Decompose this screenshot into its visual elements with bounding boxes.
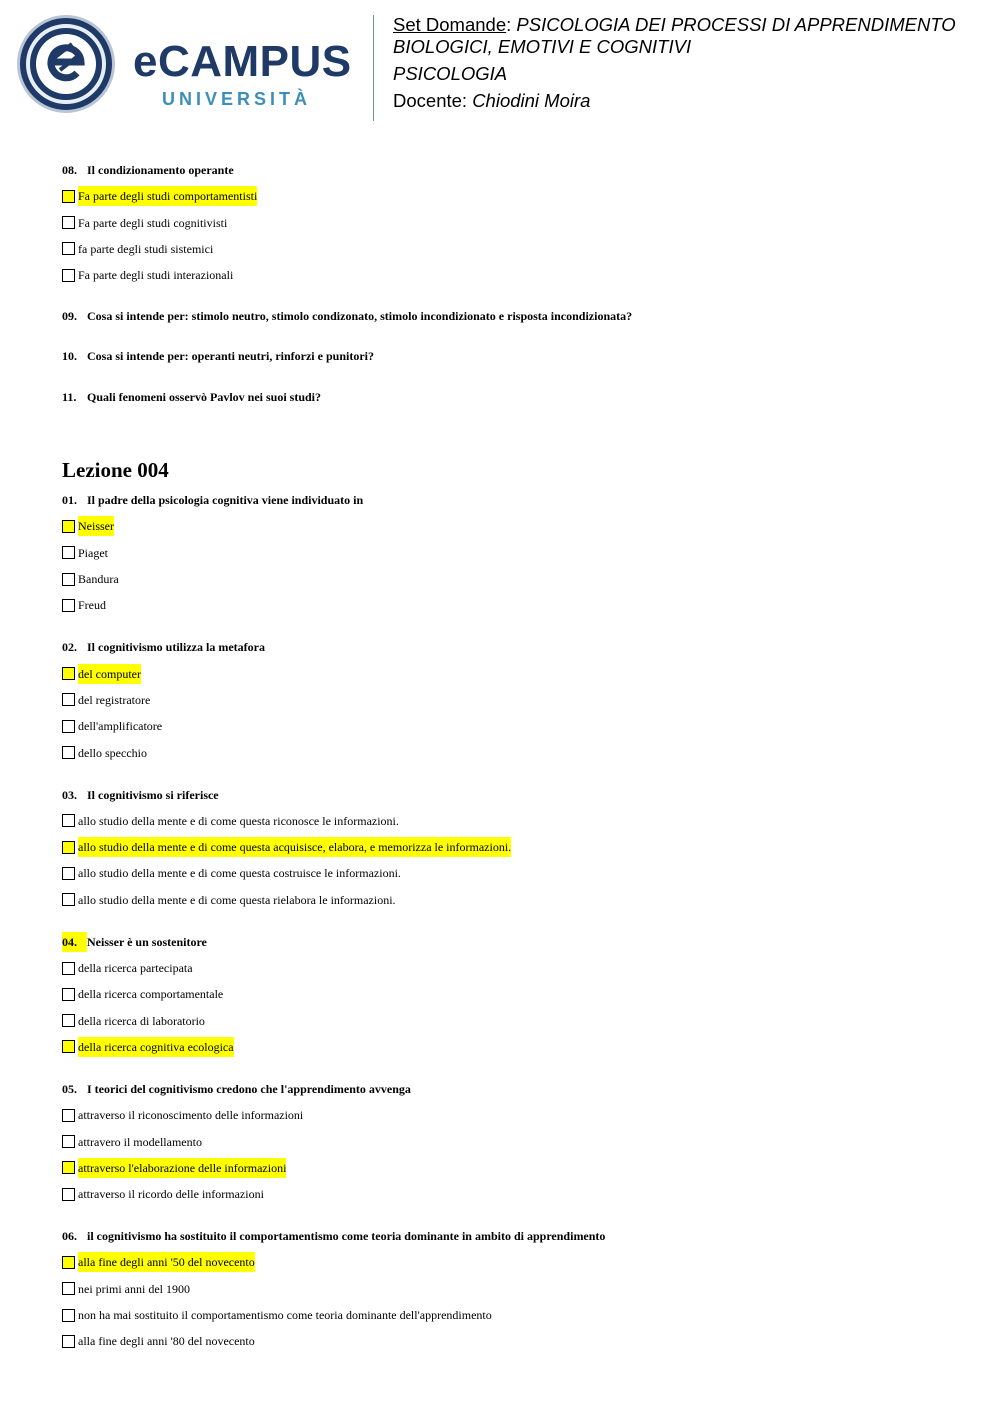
document-header bbox=[0, 0, 1000, 125]
answer-option[interactable]: dello specchio bbox=[62, 743, 962, 763]
checkbox[interactable] bbox=[62, 1256, 75, 1269]
checkbox[interactable] bbox=[62, 667, 75, 680]
answer-option[interactable]: attraverso l'elaborazione delle informazioni bbox=[62, 1158, 962, 1178]
question-02: 02. Il cognitivismo utilizza la metafora bbox=[62, 640, 265, 655]
answer-option[interactable]: Neisser bbox=[62, 516, 962, 536]
checkbox[interactable] bbox=[62, 520, 75, 533]
answer-option[interactable]: allo studio della mente e di come questa riconosce le informazioni. bbox=[62, 811, 962, 831]
answer-option[interactable]: alla fine degli anni '50 del novecento bbox=[62, 1252, 962, 1272]
checkbox[interactable] bbox=[62, 1109, 75, 1122]
answer-option[interactable]: della ricerca comportamentale bbox=[62, 984, 962, 1004]
question-01: 01. Il padre della psicologia cognitiva viene individuato in bbox=[62, 493, 364, 508]
answer-option[interactable]: Piaget bbox=[62, 543, 962, 563]
checkbox[interactable] bbox=[62, 242, 75, 255]
checkbox[interactable] bbox=[62, 720, 75, 733]
answer-option[interactable]: nei primi anni del 1900 bbox=[62, 1279, 962, 1299]
answer-option[interactable]: del registratore bbox=[62, 690, 962, 710]
teacher-name: Chiodini Moira bbox=[472, 90, 591, 111]
answer-option[interactable]: Fa parte degli studi interazionali bbox=[62, 265, 962, 285]
checkbox[interactable] bbox=[62, 269, 75, 282]
checkbox[interactable] bbox=[62, 1161, 75, 1174]
course-title-line-2: BIOLOGICI, EMOTIVI E COGNITIVI bbox=[393, 36, 692, 57]
checkbox[interactable] bbox=[62, 1135, 75, 1148]
answer-option[interactable]: attraverso il ricordo delle informazioni bbox=[62, 1184, 962, 1204]
question-list bbox=[62, 160, 962, 1351]
logo-subtitle: UNIVERSITÀ bbox=[162, 89, 312, 109]
checkbox[interactable] bbox=[62, 1335, 75, 1348]
header-info: Set Domande: PSICOLOGIA DEI PROCESSI DI APPRENDIMENTO BIOLOGICI, EMOTIVI E COGNITIVI PSICOLOGIA Docente: Chiodini Moira bbox=[393, 14, 993, 112]
answer-option[interactable]: allo studio della mente e di come questa costruisce le informazioni. bbox=[62, 863, 962, 883]
answer-option[interactable]: attravero il modellamento bbox=[62, 1132, 962, 1152]
faculty: PSICOLOGIA bbox=[393, 63, 508, 84]
answer-option[interactable]: Freud bbox=[62, 595, 962, 615]
teacher-label: Docente: bbox=[393, 90, 468, 111]
question-10: 10. Cosa si intende per: operanti neutri, rinforzi e punitori? bbox=[62, 349, 374, 364]
course-title: PSICOLOGIA DEI PROCESSI DI APPRENDIMENTO bbox=[516, 14, 956, 35]
checkbox[interactable] bbox=[62, 893, 75, 906]
lesson-title: Lezione 004 bbox=[62, 458, 169, 483]
question-09: 09. Cosa si intende per: stimolo neutro, stimolo condizonato, stimolo incondizionato e risposta incondizionata? bbox=[62, 309, 633, 324]
answer-option[interactable]: Fa parte degli studi comportamentisti bbox=[62, 186, 962, 206]
answer-option[interactable]: allo studio della mente e di come questa acquisisce, elabora, e memorizza le informazioni. bbox=[62, 837, 962, 857]
checkbox[interactable] bbox=[62, 190, 75, 203]
answer-option[interactable]: del computer bbox=[62, 664, 962, 684]
header-divider bbox=[373, 15, 374, 121]
answer-option[interactable]: della ricerca di laboratorio bbox=[62, 1011, 962, 1031]
answer-option[interactable]: non ha mai sostituito il comportamentismo come teoria dominante dell'apprendimento bbox=[62, 1305, 962, 1325]
checkbox[interactable] bbox=[62, 746, 75, 759]
question-03: 03. Il cognitivismo si riferisce bbox=[62, 787, 219, 802]
question-04: 04. Neisser è un sostenitore bbox=[62, 932, 962, 952]
checkbox[interactable] bbox=[62, 988, 75, 1001]
answer-option[interactable]: alla fine degli anni '80 del novecento bbox=[62, 1331, 962, 1351]
logo-wordmark: eCAMPUS bbox=[133, 37, 352, 86]
answer-option[interactable]: attraverso il riconoscimento delle informazioni bbox=[62, 1105, 962, 1125]
checkbox[interactable] bbox=[62, 546, 75, 559]
checkbox[interactable] bbox=[62, 841, 75, 854]
checkbox[interactable] bbox=[62, 599, 75, 612]
answer-option[interactable]: della ricerca cognitiva ecologica bbox=[62, 1037, 962, 1057]
ecampus-logo-emblem bbox=[17, 15, 115, 113]
question-11: 11. Quali fenomeni osservò Pavlov nei suoi studi? bbox=[62, 390, 322, 405]
checkbox[interactable] bbox=[62, 573, 75, 586]
answer-option[interactable]: fa parte degli studi sistemici bbox=[62, 239, 962, 259]
answer-option[interactable]: Fa parte degli studi cognitivisti bbox=[62, 213, 962, 233]
checkbox[interactable] bbox=[62, 1188, 75, 1201]
checkbox[interactable] bbox=[62, 1282, 75, 1295]
answer-option[interactable]: dell'amplificatore bbox=[62, 716, 962, 736]
checkbox[interactable] bbox=[62, 962, 75, 975]
checkbox[interactable] bbox=[62, 1014, 75, 1027]
answer-option[interactable]: allo studio della mente e di come questa rielabora le informazioni. bbox=[62, 890, 962, 910]
question-05: 05. I teorici del cognitivismo credono che l'apprendimento avvenga bbox=[62, 1081, 411, 1096]
checkbox[interactable] bbox=[62, 216, 75, 229]
set-label: Set Domande bbox=[393, 14, 507, 35]
checkbox[interactable] bbox=[62, 814, 75, 827]
answer-option[interactable]: della ricerca partecipata bbox=[62, 958, 962, 978]
answer-option[interactable]: Bandura bbox=[62, 569, 962, 589]
checkbox[interactable] bbox=[62, 1040, 75, 1053]
checkbox[interactable] bbox=[62, 1309, 75, 1322]
checkbox[interactable] bbox=[62, 693, 75, 706]
question-08: 08. Il condizionamento operante bbox=[62, 163, 234, 177]
question-06: 06. il cognitivismo ha sostituito il comportamentismo come teoria dominante in ambito di apprendimento bbox=[62, 1229, 606, 1244]
checkbox[interactable] bbox=[62, 867, 75, 880]
